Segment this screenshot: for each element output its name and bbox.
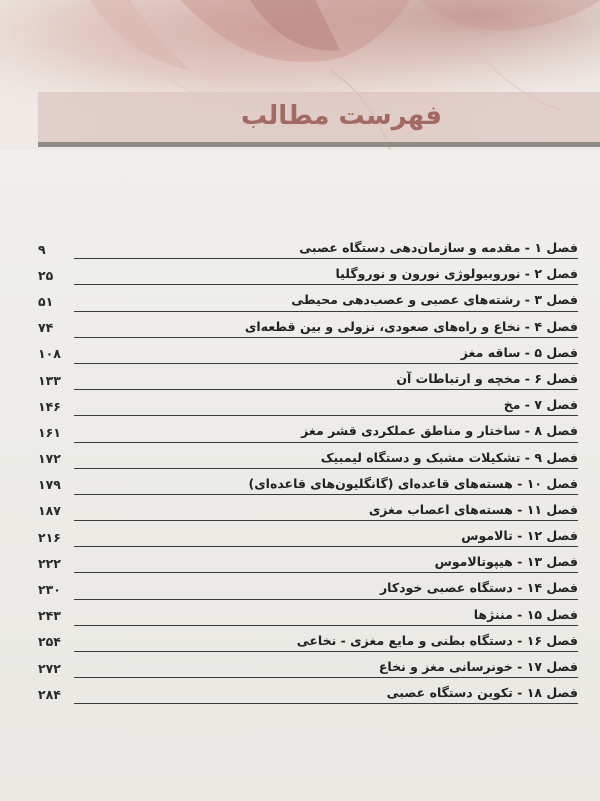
toc-underline xyxy=(74,625,578,626)
toc-chapter-title: فصل ۱۵ - مننژها xyxy=(473,606,578,622)
toc-page-number: ۱۴۶ xyxy=(38,398,61,414)
toc-chapter-title: فصل ۱۸ - تکوین دستگاه عصبی xyxy=(386,685,578,701)
toc-underline xyxy=(74,337,578,338)
toc-page-number: ۲۳۰ xyxy=(38,582,61,598)
toc-page-number: ۵۱ xyxy=(38,293,54,309)
toc-chapter-title: فصل ۱۰ - هسته‌های قاعده‌ای (گانگلیون‌های قاعده‌ای) xyxy=(248,475,578,491)
toc-page-number: ۷۴ xyxy=(38,320,54,336)
toc-page-number: ۱۶۱ xyxy=(38,424,61,440)
toc-chapter-title: فصل ۹ - تشکیلات مشبک و دستگاه لیمبیک xyxy=(320,449,578,465)
toc-chapter-title: فصل ۱۶ - دستگاه بطنی و مایع مغزی - نخاعی xyxy=(296,632,578,648)
toc-underline xyxy=(74,520,578,521)
toc-row[interactable] xyxy=(38,288,578,314)
toc-page-number: ۱۰۸ xyxy=(38,346,61,362)
toc-underline xyxy=(74,415,578,416)
toc-entry xyxy=(74,629,578,655)
toc-chapter-title: فصل ۷ - مخ xyxy=(503,397,578,413)
toc-chapter-title: فصل ۱۴ - دستگاه عصبی خودکار xyxy=(379,580,578,596)
toc-underline xyxy=(74,389,578,390)
toc-page-number: ۹ xyxy=(38,241,46,257)
toc-chapter-title: فصل ۱۷ - خونرسانی مغز و نخاع xyxy=(378,659,578,674)
toc-chapter-title: فصل ۱۱ - هسته‌های اعصاب مغزی xyxy=(368,501,578,517)
toc-chapter-title: فصل ۱ - مقدمه و سازمان‌دهی دستگاه عصبی xyxy=(299,240,578,255)
toc-underline xyxy=(74,572,578,573)
page-title: فهرست مطالب xyxy=(241,101,442,131)
toc-row[interactable] xyxy=(38,315,578,341)
toc-entry xyxy=(74,288,578,314)
toc-underline xyxy=(74,677,578,678)
toc-row[interactable] xyxy=(38,341,578,367)
toc-row[interactable] xyxy=(38,367,578,393)
toc-row[interactable] xyxy=(38,576,578,602)
toc-row[interactable] xyxy=(38,524,578,550)
toc-chapter-title: فصل ۸ - ساختار و مناطق عملکردی قشر مغز xyxy=(301,423,578,439)
toc-row[interactable] xyxy=(38,603,578,629)
toc-entry xyxy=(74,524,578,550)
toc-underline xyxy=(74,546,578,547)
toc-entry xyxy=(74,550,578,576)
toc-underline xyxy=(74,468,578,469)
toc-page-number: ۲۵۴ xyxy=(38,634,61,650)
toc-underline xyxy=(74,651,578,652)
toc-row[interactable] xyxy=(38,472,578,498)
toc-row[interactable] xyxy=(38,498,578,524)
toc-chapter-title: فصل ۴ - نخاع و راه‌های صعودی، نزولی و بین قطعه‌ای xyxy=(244,318,578,334)
toc-page-number: ۲۸۴ xyxy=(38,686,61,702)
toc-entry xyxy=(74,603,578,629)
toc-underline xyxy=(74,363,578,364)
toc-entry xyxy=(74,315,578,341)
toc-page-number: ۲۷۲ xyxy=(38,660,61,676)
toc-underline xyxy=(74,442,578,443)
toc-chapter-title: فصل ۱۲ - تالاموس xyxy=(461,528,578,544)
toc-chapter-title: فصل ۲ - نوروبیولوژی نورون و نوروگلیا xyxy=(335,266,578,282)
toc-entry xyxy=(74,262,578,288)
toc-chapter-title: فصل ۶ - مخچه و ارتباطات آن xyxy=(396,370,578,386)
toc-underline xyxy=(74,494,578,495)
toc-underline xyxy=(74,599,578,600)
toc-entry xyxy=(74,367,578,393)
toc-entry xyxy=(74,419,578,445)
toc-underline xyxy=(74,311,578,312)
toc-entry xyxy=(74,341,578,367)
table-of-contents xyxy=(38,236,578,707)
toc-page-number: ۱۳۳ xyxy=(38,372,61,388)
toc-underline xyxy=(74,703,578,704)
toc-entry xyxy=(74,576,578,602)
toc-page-number: ۲۱۶ xyxy=(38,529,61,545)
toc-row[interactable] xyxy=(38,446,578,472)
toc-entry xyxy=(74,393,578,419)
toc-entry xyxy=(74,498,578,524)
toc-page-number: ۱۸۷ xyxy=(38,503,61,519)
toc-entry xyxy=(74,655,578,681)
title-divider xyxy=(38,142,600,147)
toc-page-number: ۲۵ xyxy=(38,267,54,283)
toc-chapter-title: فصل ۱۳ - هیپوتالاموس xyxy=(434,554,578,570)
toc-entry xyxy=(74,681,578,707)
toc-row[interactable] xyxy=(38,419,578,445)
toc-page-number: ۱۷۹ xyxy=(38,477,61,493)
toc-row[interactable] xyxy=(38,236,578,262)
toc-entry xyxy=(74,446,578,472)
toc-underline xyxy=(74,284,578,285)
toc-page-number: ۲۴۳ xyxy=(38,608,61,624)
toc-chapter-title: فصل ۵ - ساقه مغز xyxy=(460,344,578,360)
toc-chapter-title: فصل ۳ - رشته‌های عصبی و عصب‌دهی محیطی xyxy=(291,292,578,308)
toc-underline xyxy=(74,258,578,259)
toc-row[interactable] xyxy=(38,393,578,419)
toc-row[interactable] xyxy=(38,262,578,288)
toc-row[interactable] xyxy=(38,550,578,576)
toc-row[interactable] xyxy=(38,655,578,681)
toc-page-number: ۱۷۲ xyxy=(38,451,61,467)
toc-row[interactable] xyxy=(38,681,578,707)
toc-row[interactable] xyxy=(38,629,578,655)
toc-page-number: ۲۲۲ xyxy=(38,555,61,571)
toc-entry xyxy=(74,236,578,262)
toc-entry xyxy=(74,472,578,498)
